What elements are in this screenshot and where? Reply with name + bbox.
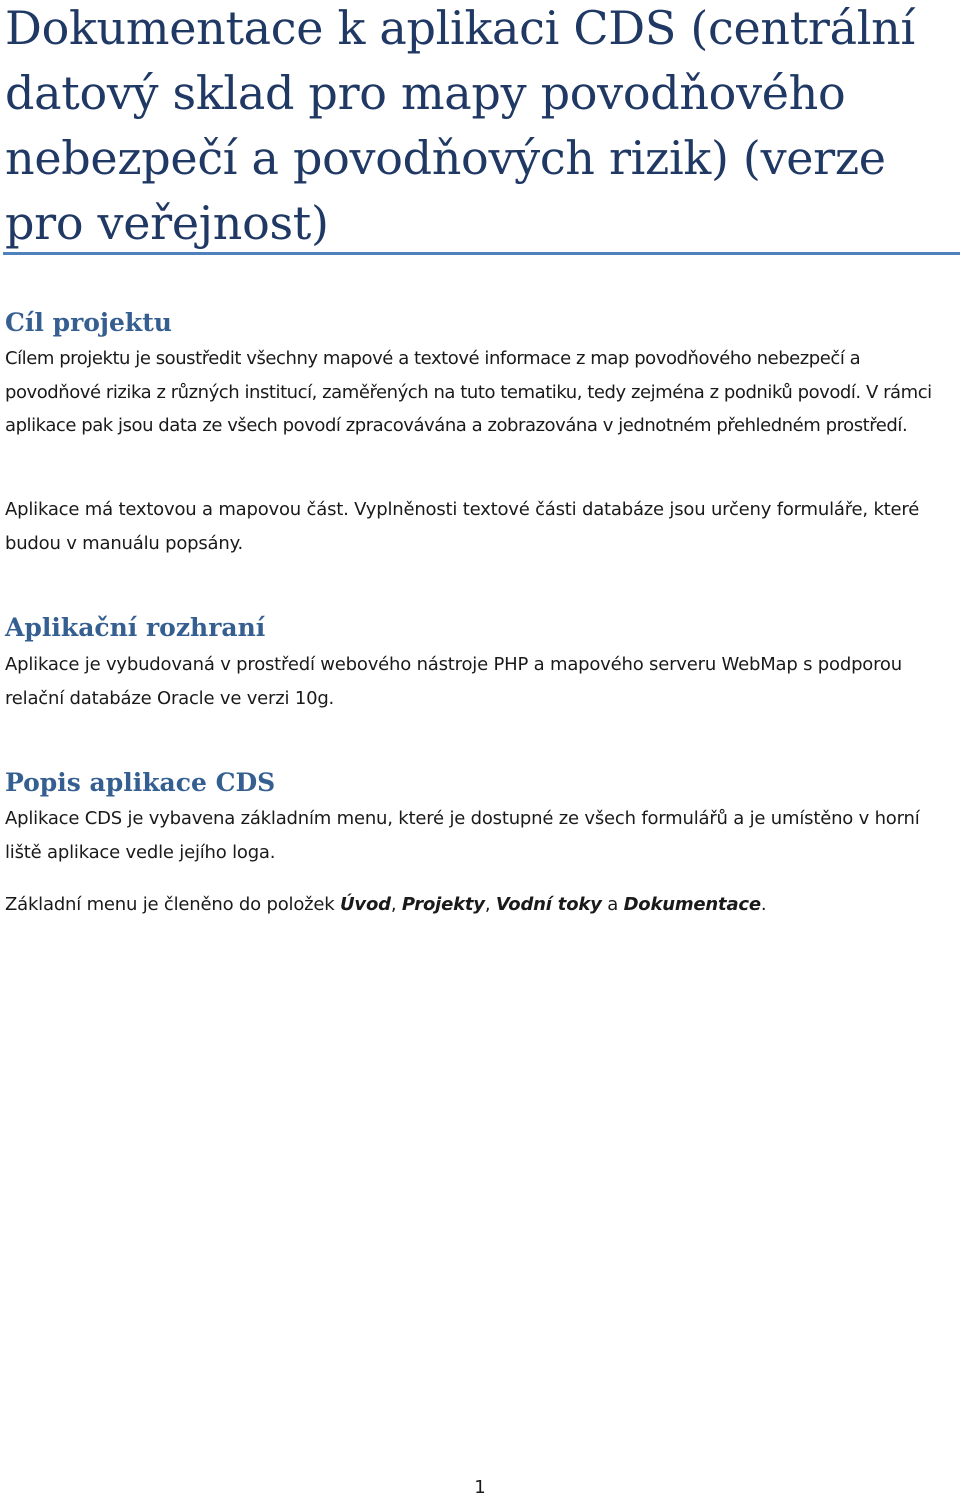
paragraph-popis-aplikace: Aplikace CDS je vybavena základním menu, které je dostupné ze všech formulářů a je umístěno v horní liště aplikace vedle jejího loga.	[5, 808, 920, 863]
menu-separator: ,	[390, 894, 402, 915]
paragraph-aplikacni-rozhrani: Aplikace je vybudovaná v prostředí webového nástroje PHP a mapového serveru WebMap s podporou relační databáze Oracle ve verzi 10g.	[5, 654, 902, 709]
menu-item-vodni-toky: Vodní toky	[495, 894, 602, 915]
paragraph-zakladni-menu	[5, 888, 955, 922]
document-title: Dokumentace k aplikaci CDS (centrální datový sklad pro mapy povodňového nebezpečí a povodňových rizik) (verze pro veřejnost)	[5, 1, 915, 250]
menu-item-uvod: Úvod	[340, 894, 391, 915]
section-heading-aplikacni-rozhrani: Aplikační rozhraní	[5, 613, 266, 642]
section-heading-cil-projektu: Cíl projektu	[5, 308, 172, 337]
page-number: 1	[474, 1477, 486, 1498]
menu-item-dokumentace: Dokumentace	[623, 894, 761, 915]
paragraph-aplikace-cast: Aplikace má textovou a mapovou část. Vyplněnosti textové části databáze jsou určeny formuláře, které budou v manuálu popsány.	[5, 499, 920, 554]
menu-separator: ,	[484, 894, 496, 915]
menu-separator: a	[601, 894, 624, 915]
paragraph-cil-projektu: Cílem projektu je soustředit všechny mapové a textové informace z map povodňového nebezpečí a povodňové rizika z různých institucí, zaměřených na tuto tematiku, tedy zejména z podniků povodí. V rámci aplikace pak jsou data ze všech povodí zpracovávána a zobrazována v jednotném přehledném prostředí.	[5, 348, 932, 436]
menu-sentence-suffix: .	[760, 894, 767, 915]
menu-item-projekty: Projekty	[401, 894, 485, 915]
menu-sentence-prefix: Základní menu je členěno do položek	[5, 894, 340, 915]
section-heading-popis-aplikace: Popis aplikace CDS	[5, 768, 276, 797]
title-underline	[3, 252, 960, 255]
